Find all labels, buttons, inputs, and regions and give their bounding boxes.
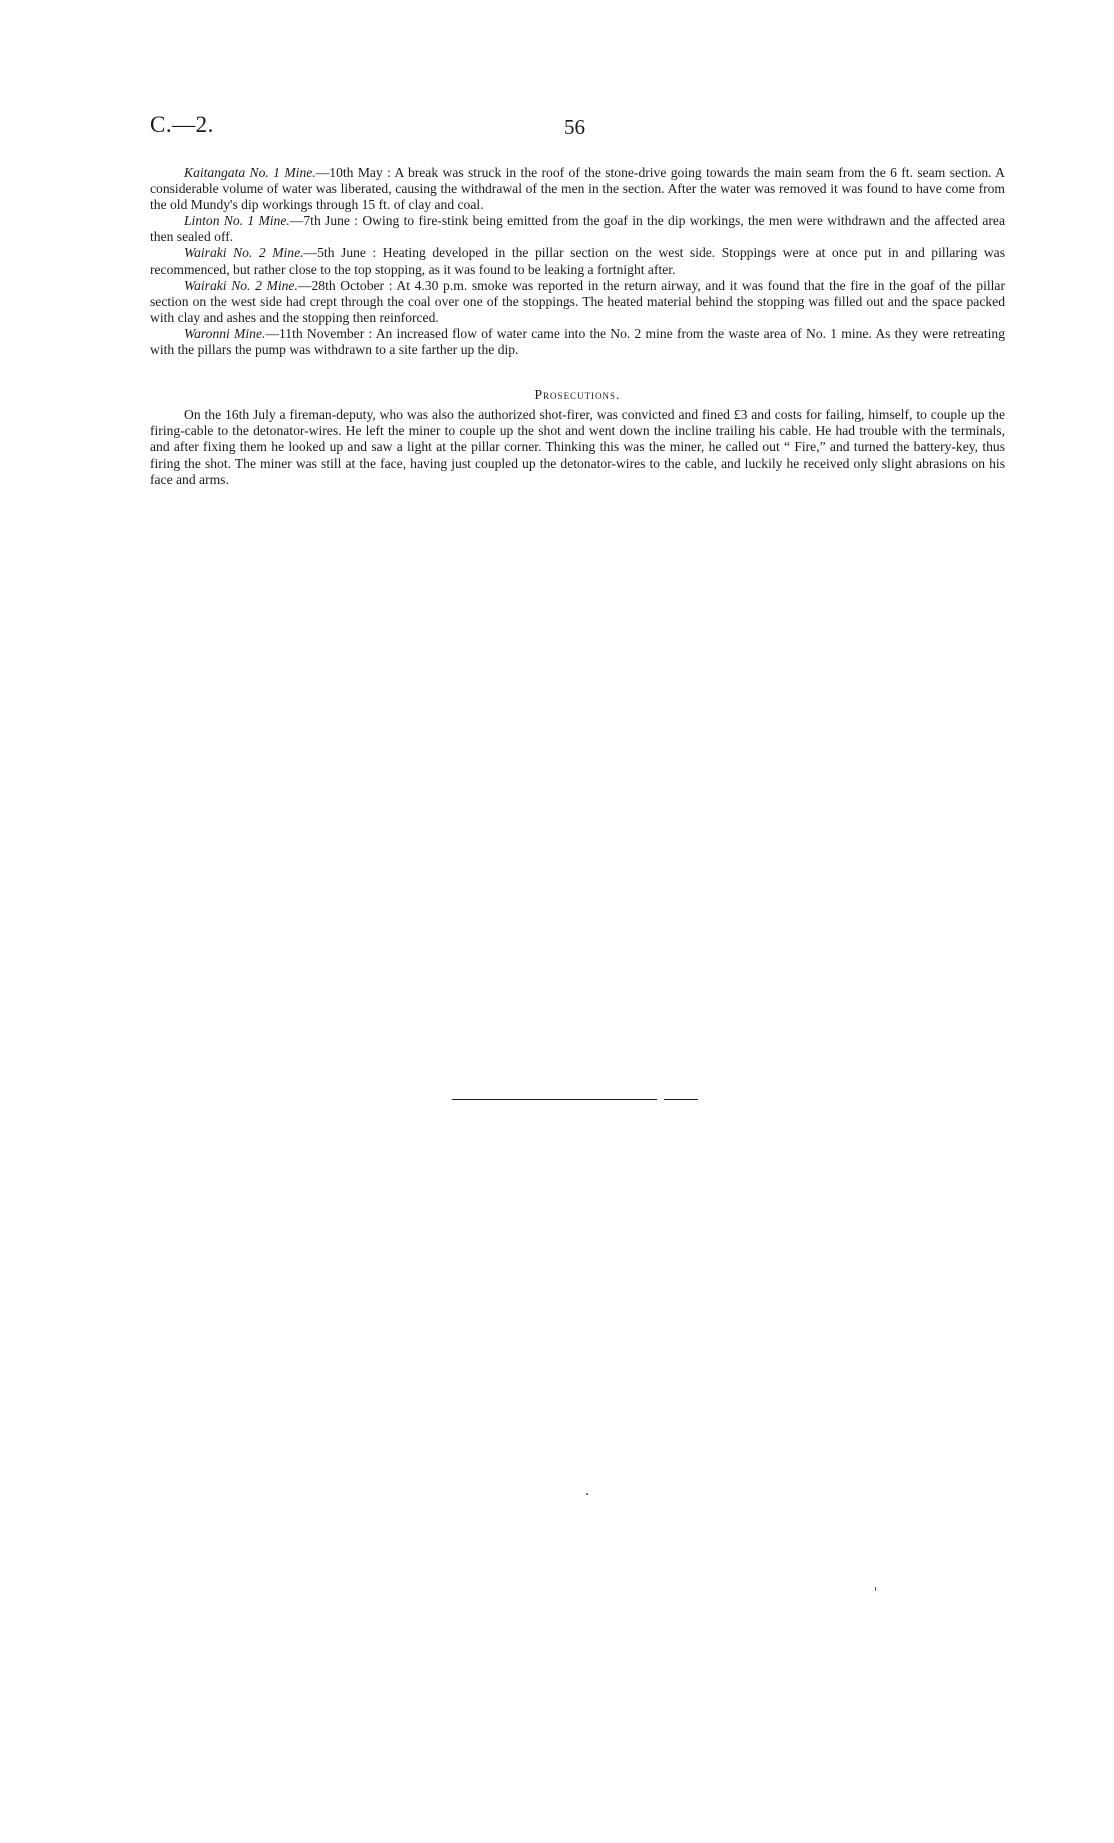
incident-paragraph xyxy=(150,213,1005,245)
document-reference: C.—2. xyxy=(150,112,214,137)
incident-text: —10th May : A break was struck in the roof of the stone-drive going towards the main seam from the 6 ft. seam section. A considerable volume of water was liberated, causing the withdrawal of the men in the section. After the water was removed it was found to have come from the old Mundy's dip workings through 15 ft. of clay and coal. xyxy=(150,165,1005,213)
mine-name: Kaitangata No. 1 Mine. xyxy=(184,165,316,180)
incident-paragraph xyxy=(150,245,1005,277)
section-heading-prosecutions: Prosecutions. xyxy=(534,387,621,403)
mine-name: Linton No. 1 Mine. xyxy=(184,213,290,229)
scan-speck xyxy=(875,1587,876,1591)
incident-text: —11th November : An increased flow of water came into the No. 2 mine from the waste area of No. 1 mine. As they were retreating with the pillars the pump was withdrawn to a site farther up the dip. xyxy=(150,325,1005,358)
incident-text: —5th June : Heating developed in the pillar section on the west side. Stoppings were at once put in and pillaring was recommenced, but rather close to the top stopping, as it was found to be leaking a fortnight after. xyxy=(150,245,1005,277)
incident-text: —7th June : Owing to fire-stink being emitted from the goaf in the dip workings, the men were withdrawn and the affected area then sealed off. xyxy=(150,213,1005,245)
prosecutions-paragraph: On the 16th July a fireman-deputy, who was also the authorized shot-firer, was convicted and fined £3 and costs for failing, himself, to couple up the firing-cable to the detonator-wires. He left the miner to couple up the shot and went down the incline trailing his cable. He had trouble with the terminals, and after fixing them he looked up and saw a light at the pillar corner. Thinking this was the miner, he called out “ Fire,” and turned the battery-key, thus firing the shot. The miner was still at the face, having just coupled up the detonator-wires to the cable, and luckily he received only slight abrasions on his face and arms. xyxy=(150,407,1005,487)
mine-name: Waronni Mine. xyxy=(184,325,266,341)
incident-paragraph xyxy=(150,165,1005,213)
mine-name: Wairaki No. 2 Mine. xyxy=(184,245,304,261)
incident-paragraph xyxy=(150,278,1005,326)
mine-name: Wairaki No. 2 Mine. xyxy=(184,277,298,293)
end-rule xyxy=(452,1099,657,1100)
incident-paragraph xyxy=(150,326,1005,358)
scan-speck xyxy=(586,1493,588,1495)
incident-text: —28th October : At 4.30 p.m. smoke was reported in the return airway, and it was found that the fire in the goaf of the pillar section on the west side had crept through the coal over one of the stoppings. The heated material behind the stopping was filled out and the space packed with clay and ashes and the stopping then reinforced. xyxy=(150,277,1005,325)
page-number: 56 xyxy=(564,115,585,139)
page-body xyxy=(150,165,1005,488)
end-rule-short xyxy=(664,1099,698,1100)
